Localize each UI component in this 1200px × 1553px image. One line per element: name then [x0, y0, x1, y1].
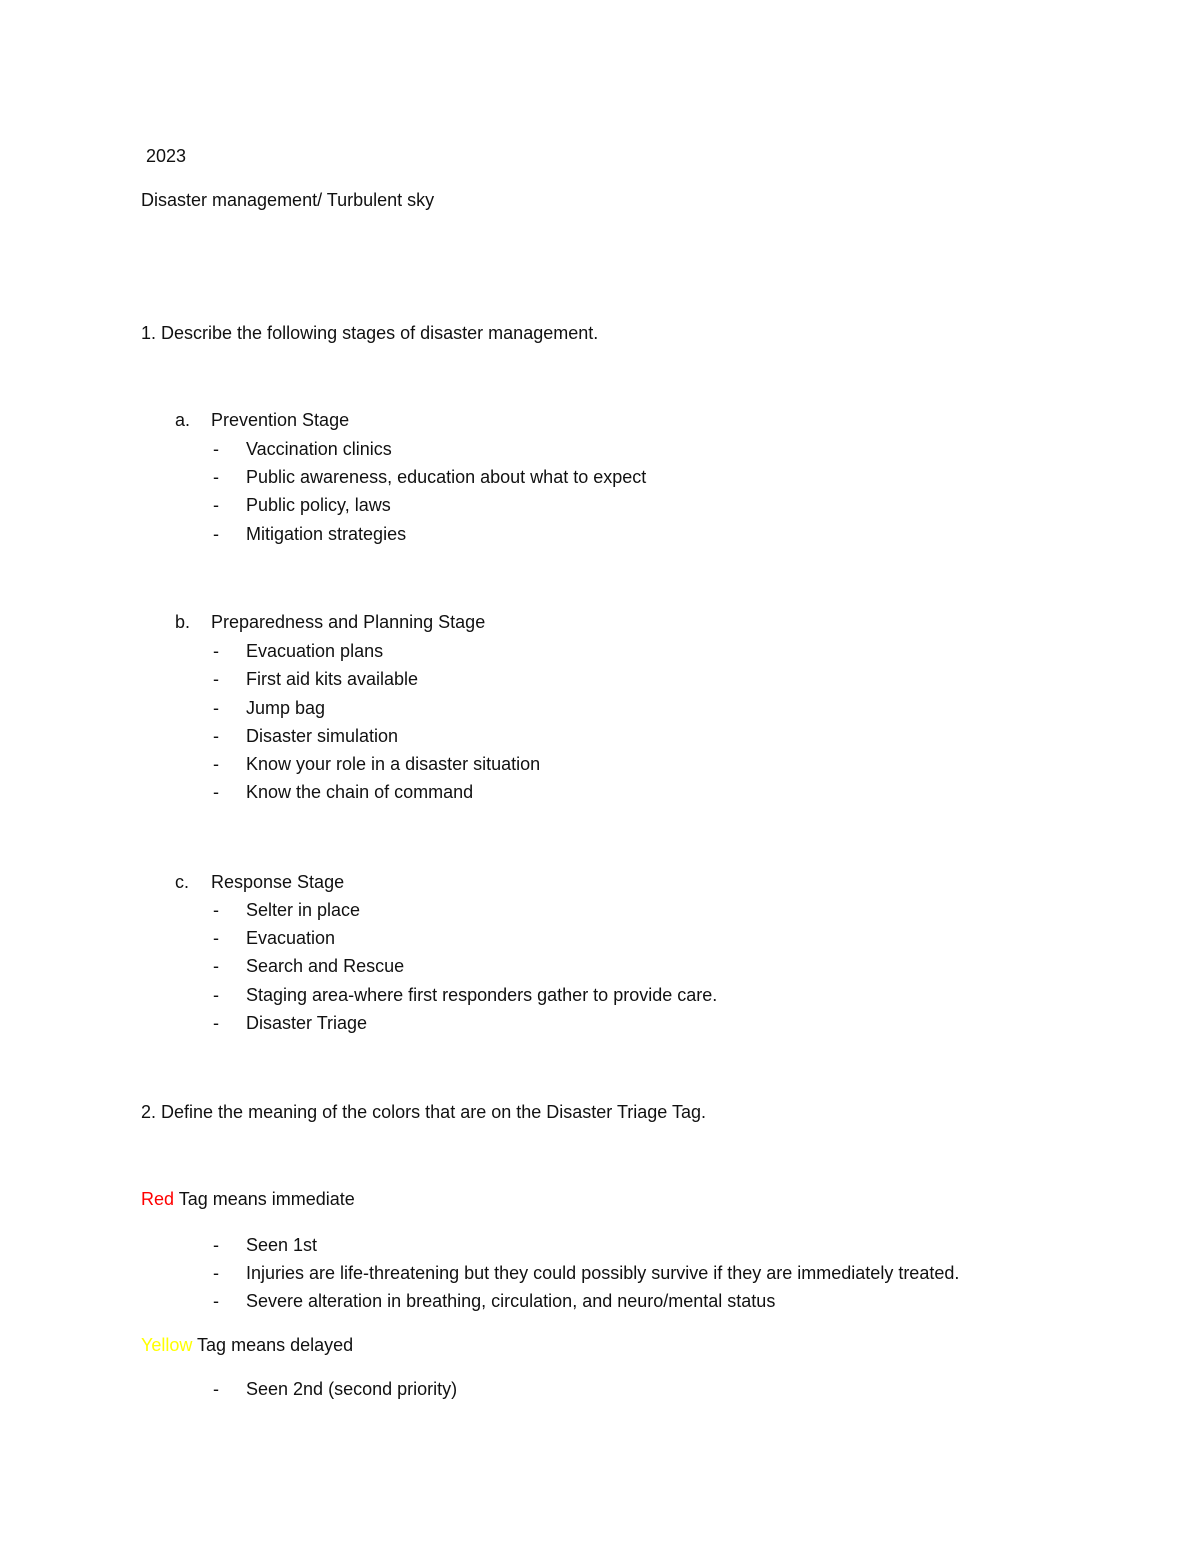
stage-a-title: Prevention Stage — [211, 410, 350, 430]
bullet-dash: - — [213, 782, 219, 802]
red-tag-description: Tag means immediate — [174, 1189, 355, 1209]
question-2-prompt: 2. Define the meaning of the colors that are on the Disaster Triage Tag. — [141, 1102, 706, 1122]
bullet-dash: - — [213, 1263, 219, 1283]
bullet-dash: - — [213, 495, 219, 515]
bullet-dash: - — [213, 1013, 219, 1033]
list-item: Seen 2nd (second priority) — [246, 1379, 458, 1399]
list-item: Search and Rescue — [246, 956, 405, 976]
bullet-dash: - — [213, 524, 219, 544]
document-title: Disaster management/ Turbulent sky — [141, 190, 435, 210]
bullet-dash: - — [213, 985, 219, 1005]
list-item: First aid kits available — [246, 669, 419, 689]
bullet-dash: - — [213, 1291, 219, 1311]
list-item: Public policy, laws — [246, 495, 391, 515]
red-tag-heading — [141, 1187, 355, 1211]
list-item: Selter in place — [246, 900, 361, 920]
question-1-prompt: 1. Describe the following stages of disaster management. — [141, 323, 599, 343]
list-item: Injuries are life-threatening but they could possibly survive if they are immediately treated. — [246, 1263, 960, 1283]
stage-a-letter: a. — [175, 410, 191, 430]
list-item: Jump bag — [246, 698, 326, 718]
red-tag-color-word: Red — [141, 1189, 175, 1209]
list-item: Vaccination clinics — [246, 439, 392, 459]
bullet-dash: - — [213, 1379, 219, 1399]
list-item: Evacuation — [246, 928, 336, 948]
stage-c-letter: c. — [175, 872, 190, 892]
stage-c-title: Response Stage — [211, 872, 345, 892]
bullet-dash: - — [213, 928, 219, 948]
list-item: Know the chain of command — [246, 782, 474, 802]
yellow-tag-description: Tag means delayed — [192, 1335, 354, 1355]
list-item: Severe alteration in breathing, circulation, and neuro/mental status — [246, 1291, 776, 1311]
list-item: Mitigation strategies — [246, 524, 407, 544]
list-item: Disaster simulation — [246, 726, 399, 746]
bullet-dash: - — [213, 754, 219, 774]
yellow-tag-heading — [141, 1333, 353, 1357]
bullet-dash: - — [213, 956, 219, 976]
yellow-tag-color-word: Yellow — [141, 1335, 193, 1355]
year-label: 2023 — [146, 146, 187, 166]
bullet-dash: - — [213, 900, 219, 920]
bullet-dash: - — [213, 467, 219, 487]
bullet-dash: - — [213, 439, 219, 459]
bullet-dash: - — [213, 641, 219, 661]
bullet-dash: - — [213, 726, 219, 746]
list-item: Know your role in a disaster situation — [246, 754, 541, 774]
list-item: Public awareness, education about what to expect — [246, 467, 647, 487]
bullet-dash: - — [213, 1235, 219, 1255]
list-item: Disaster Triage — [246, 1013, 368, 1033]
bullet-dash: - — [213, 669, 219, 689]
list-item: Staging area-where first responders gather to provide care. — [246, 985, 718, 1005]
stage-b-title: Preparedness and Planning Stage — [211, 612, 486, 632]
bullet-dash: - — [213, 698, 219, 718]
list-item: Evacuation plans — [246, 641, 384, 661]
list-item: Seen 1st — [246, 1235, 318, 1255]
stage-b-letter: b. — [175, 612, 191, 632]
